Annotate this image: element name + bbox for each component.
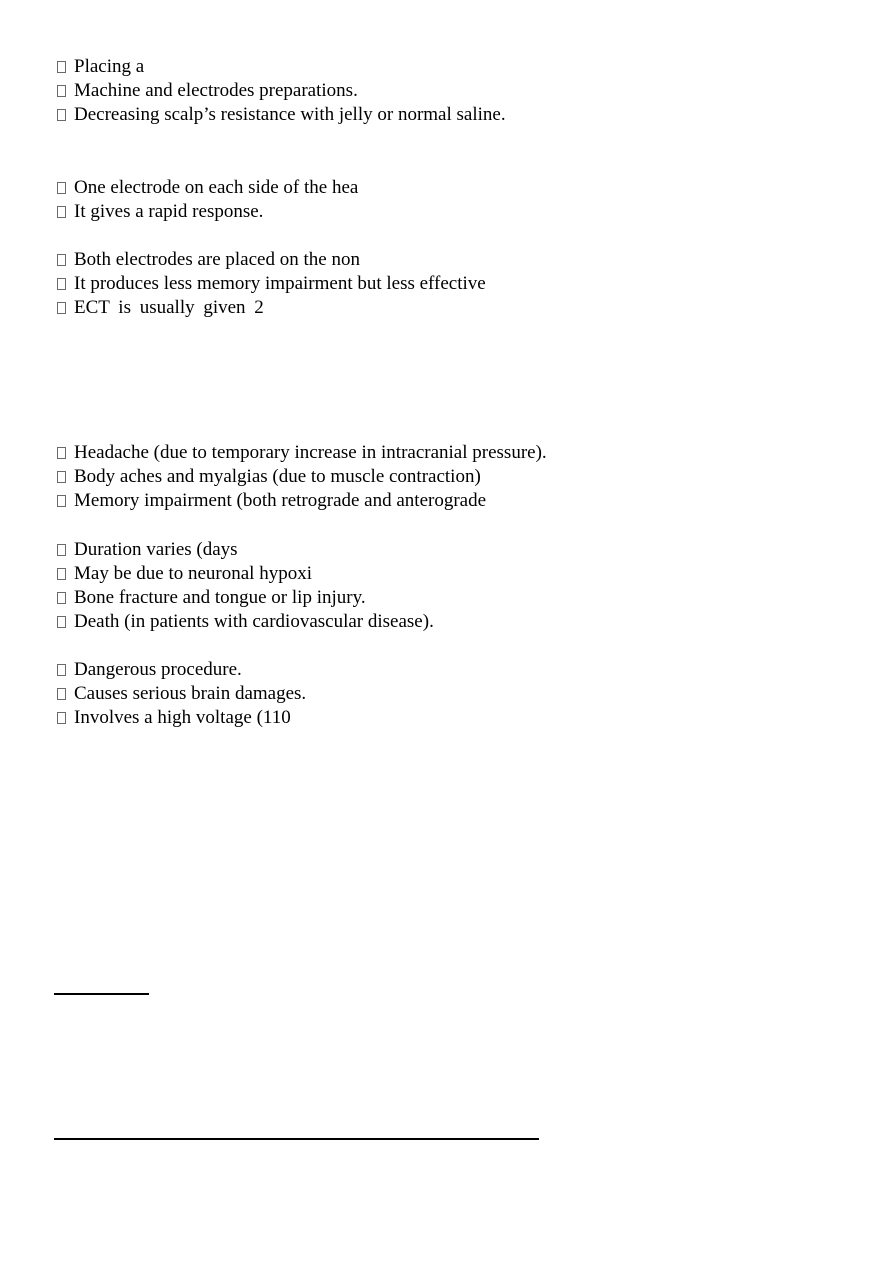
long-horizontal-rule	[54, 1138, 539, 1140]
bullet-item	[57, 659, 242, 681]
bullet-text: Involves a high voltage (110	[74, 707, 291, 728]
bullet-item	[57, 611, 434, 633]
bullet-box-icon	[57, 568, 66, 580]
bullet-text: May be due to neuronal hypoxi	[74, 563, 312, 584]
bullet-text: It produces less memory impairment but less effective	[74, 273, 486, 294]
bullet-text: Bone fracture and tongue or lip injury.	[74, 587, 366, 608]
bullet-item	[57, 490, 486, 512]
bullet-text: Placing a	[74, 56, 145, 77]
bullet-box-icon	[57, 688, 66, 700]
bullet-text: One electrode on each side of the hea	[74, 177, 359, 198]
bullet-box-icon	[57, 544, 66, 556]
bullet-box-icon	[57, 109, 66, 121]
bullet-box-icon	[57, 495, 66, 507]
bullet-text: ECT is usually given 2	[74, 297, 264, 318]
bullet-text: Machine and electrodes preparations.	[74, 80, 358, 101]
bullet-text: Headache (due to temporary increase in intracranial pressure).	[74, 442, 547, 463]
bullet-box-icon	[57, 712, 66, 724]
bullet-box-icon	[57, 61, 66, 73]
bullet-text: Duration varies (days	[74, 539, 238, 560]
bullet-box-icon	[57, 471, 66, 483]
bullet-item	[57, 201, 263, 223]
bullet-item	[57, 249, 360, 271]
bullet-text: It gives a rapid response.	[74, 201, 264, 222]
bullet-item	[57, 80, 358, 102]
bullet-box-icon	[57, 616, 66, 628]
bullet-box-icon	[57, 664, 66, 676]
bullet-box-icon	[57, 278, 66, 290]
bullet-box-icon	[57, 182, 66, 194]
bullet-item	[57, 297, 264, 319]
bullet-text: Death (in patients with cardiovascular disease).	[74, 611, 434, 632]
bullet-item	[57, 587, 366, 609]
bullet-item	[57, 56, 144, 78]
bullet-text: Dangerous procedure.	[74, 659, 242, 680]
bullet-item	[57, 707, 291, 729]
bullet-item	[57, 273, 486, 295]
bullet-box-icon	[57, 254, 66, 266]
bullet-box-icon	[57, 302, 66, 314]
bullet-item	[57, 563, 312, 585]
bullet-box-icon	[57, 85, 66, 97]
bullet-box-icon	[57, 447, 66, 459]
bullet-item	[57, 177, 358, 199]
bullet-item	[57, 683, 306, 705]
bullet-item	[57, 104, 506, 126]
bullet-text: Causes serious brain damages.	[74, 683, 307, 704]
bullet-item	[57, 442, 547, 464]
bullet-text: Decreasing scalp’s resistance with jelly or normal saline.	[74, 104, 506, 125]
bullet-text: Body aches and myalgias (due to muscle contraction)	[74, 466, 481, 487]
bullet-item	[57, 466, 481, 488]
short-horizontal-rule	[54, 993, 149, 995]
bullet-text: Both electrodes are placed on the non	[74, 249, 360, 270]
bullet-box-icon	[57, 206, 66, 218]
bullet-box-icon	[57, 592, 66, 604]
bullet-item	[57, 539, 238, 561]
bullet-text: Memory impairment (both retrograde and anterograde	[74, 490, 487, 511]
